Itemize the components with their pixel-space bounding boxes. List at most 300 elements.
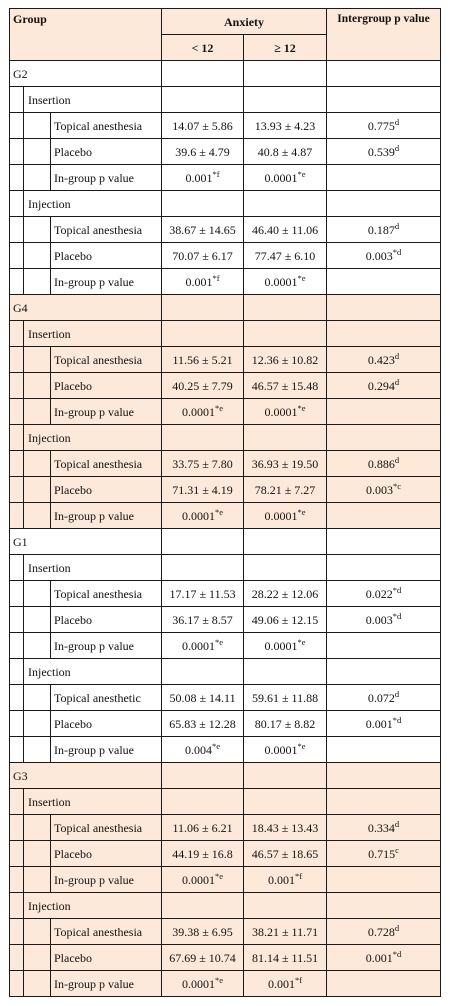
empty-cell: [162, 789, 244, 815]
table-row: [10, 243, 441, 269]
anxiety-lt-12-cell: [162, 373, 244, 399]
empty-cell: [24, 737, 51, 763]
row-label: In-group p value: [51, 269, 162, 295]
table-row: [10, 581, 441, 607]
anxiety-lt-12-cell-value: 17.17 ± 11.53: [169, 586, 236, 601]
intergroup-p-cell-superscript: *d: [392, 948, 402, 959]
header-ge-12: ≥ 12: [244, 35, 327, 61]
empty-cell: [327, 321, 441, 347]
anxiety-lt-12-cell-value: 40.25 ± 7.79: [172, 378, 233, 393]
empty-cell: [327, 61, 441, 87]
row-label: Placebo: [51, 243, 162, 269]
anxiety-lt-12-cell-value: 39.6 ± 4.79: [175, 144, 230, 159]
anxiety-ge-12-cell: [244, 373, 327, 399]
anxiety-ge-12-cell-value: 46.40 ± 11.06: [251, 222, 319, 237]
anxiety-lt-12-cell-value: 11.56 ± 5.21: [172, 352, 233, 367]
empty-cell: [327, 763, 441, 789]
anxiety-ge-12-cell: [244, 269, 327, 295]
anxiety-ge-12-cell-value: 12.36 ± 10.82: [251, 352, 319, 367]
empty-cell: [244, 659, 327, 685]
anxiety-lt-12-cell: [162, 113, 244, 139]
intergroup-p-cell: [327, 165, 441, 191]
section-row: [10, 789, 441, 815]
empty-cell: [24, 971, 51, 997]
intergroup-p-cell-value: 0.334: [367, 820, 395, 835]
anxiety-lt-12-cell: [162, 685, 244, 711]
intergroup-p-cell-superscript: d: [394, 350, 400, 361]
intergroup-p-cell-value: 0.001: [365, 716, 393, 731]
row-label: Placebo: [51, 373, 162, 399]
empty-cell: [10, 555, 24, 581]
intergroup-p-cell-value: 0.539: [367, 144, 395, 159]
anxiety-lt-12-cell: [162, 945, 244, 971]
empty-cell: [162, 529, 244, 555]
row-label: Topical anesthesia: [51, 113, 162, 139]
table-row: [10, 737, 441, 763]
table-body: [10, 61, 441, 997]
table-row: [10, 399, 441, 425]
table-row: [10, 607, 441, 633]
empty-cell: [24, 477, 51, 503]
intergroup-p-cell-superscript: c: [395, 844, 399, 855]
empty-cell: [10, 191, 24, 217]
empty-cell: [327, 893, 441, 919]
anxiety-lt-12-cell: [162, 581, 244, 607]
empty-cell: [244, 321, 327, 347]
anxiety-lt-12-cell: [162, 269, 244, 295]
intergroup-p-cell: [327, 607, 441, 633]
anxiety-ge-12-cell: [244, 919, 327, 945]
section-label: Insertion: [24, 321, 162, 347]
intergroup-p-cell-superscript: *c: [393, 480, 402, 491]
table-row: [10, 477, 441, 503]
anxiety-lt-12-cell-value: 65.83 ± 12.28: [169, 716, 236, 731]
anxiety-ge-12-cell-value: 46.57 ± 15.48: [251, 378, 319, 393]
empty-cell: [24, 451, 51, 477]
empty-cell: [24, 217, 51, 243]
row-label: Topical anesthesia: [51, 815, 162, 841]
section-label: Insertion: [24, 789, 162, 815]
empty-cell: [10, 659, 24, 685]
row-label: Topical anesthesia: [51, 347, 162, 373]
empty-cell: [10, 841, 24, 867]
anxiety-lt-12-cell-value: 38.67 ± 14.65: [169, 222, 236, 237]
intergroup-p-cell: [327, 685, 441, 711]
anxiety-lt-12-cell: [162, 217, 244, 243]
empty-cell: [162, 893, 244, 919]
intergroup-p-cell-superscript: d: [394, 922, 400, 933]
intergroup-p-cell-superscript: *d: [392, 610, 402, 621]
anxiety-lt-12-cell-superscript: *e: [215, 636, 224, 647]
anxiety-lt-12-cell-value: 36.17 ± 8.57: [172, 612, 233, 627]
table-row: [10, 633, 441, 659]
empty-cell: [10, 503, 24, 529]
table-row: [10, 451, 441, 477]
anxiety-ge-12-cell: [244, 971, 327, 997]
section-row: [10, 191, 441, 217]
anxiety-lt-12-cell: [162, 451, 244, 477]
empty-cell: [24, 607, 51, 633]
anxiety-lt-12-cell-value: 0.0001: [182, 404, 215, 419]
empty-cell: [10, 919, 24, 945]
empty-cell: [24, 867, 51, 893]
anxiety-lt-12-cell-value: 14.07 ± 5.86: [172, 118, 233, 133]
intergroup-p-cell: [327, 269, 441, 295]
intergroup-p-cell-value: 0.715: [368, 846, 396, 861]
row-label: Placebo: [51, 139, 162, 165]
header-group: Group: [10, 9, 162, 61]
intergroup-p-cell-value: 0.423: [367, 352, 395, 367]
row-label: In-group p value: [51, 971, 162, 997]
empty-cell: [244, 555, 327, 581]
anxiety-ge-12-cell-value: 0.0001: [264, 742, 298, 757]
intergroup-p-cell: [327, 243, 441, 269]
anxiety-ge-12-cell-superscript: *e: [297, 506, 306, 517]
empty-cell: [24, 841, 51, 867]
table-row: [10, 815, 441, 841]
anxiety-ge-12-cell: [244, 581, 327, 607]
intergroup-p-cell: [327, 503, 441, 529]
anxiety-lt-12-cell: [162, 607, 244, 633]
anxiety-lt-12-cell: [162, 867, 244, 893]
empty-cell: [10, 269, 24, 295]
table-row: [10, 217, 441, 243]
anxiety-lt-12-cell-value: 0.0001: [182, 872, 215, 887]
empty-cell: [244, 789, 327, 815]
anxiety-lt-12-cell: [162, 165, 244, 191]
anxiety-ge-12-cell: [244, 945, 327, 971]
empty-cell: [24, 399, 51, 425]
row-label: Placebo: [51, 607, 162, 633]
anxiety-ge-12-cell-value: 40.8 ± 4.87: [257, 144, 313, 159]
table-header: [10, 9, 441, 61]
anxiety-lt-12-cell-value: 33.75 ± 7.80: [172, 456, 233, 471]
intergroup-p-cell-superscript: d: [394, 142, 400, 153]
empty-cell: [24, 113, 51, 139]
anxiety-lt-12-cell-superscript: *e: [212, 740, 221, 751]
intergroup-p-cell: [327, 451, 441, 477]
section-label: Injection: [24, 191, 162, 217]
intergroup-p-cell: [327, 399, 441, 425]
group-row: [10, 529, 441, 555]
empty-cell: [10, 321, 24, 347]
anxiety-ge-12-cell-value: 0.001: [267, 976, 295, 991]
anxiety-lt-12-cell-value: 70.07 ± 6.17: [172, 248, 233, 263]
header-intergroup-p: Intergroup p value: [327, 9, 441, 61]
anxiety-lt-12-cell: [162, 139, 244, 165]
group-row: [10, 763, 441, 789]
section-row: [10, 659, 441, 685]
anxiety-lt-12-cell: [162, 347, 244, 373]
intergroup-p-cell: [327, 841, 441, 867]
intergroup-p-cell-superscript: *d: [392, 714, 402, 725]
table-row: [10, 373, 441, 399]
section-row: [10, 893, 441, 919]
intergroup-p-cell-superscript: *d: [392, 584, 402, 595]
row-label: Topical anesthesia: [51, 581, 162, 607]
empty-cell: [244, 529, 327, 555]
empty-cell: [24, 711, 51, 737]
anxiety-ge-12-cell: [244, 217, 327, 243]
anxiety-ge-12-cell-superscript: *e: [297, 740, 306, 751]
anxiety-ge-12-cell: [244, 477, 327, 503]
empty-cell: [244, 893, 327, 919]
row-label: In-group p value: [51, 165, 162, 191]
section-label: Injection: [24, 893, 162, 919]
row-label: Topical anesthetic: [51, 685, 162, 711]
anxiety-ge-12-cell-value: 13.93 ± 4.23: [254, 118, 316, 133]
anxiety-ge-12-cell-superscript: *e: [297, 636, 306, 647]
anxiety-lt-12-cell-superscript: *f: [212, 168, 220, 179]
section-label: Insertion: [24, 555, 162, 581]
empty-cell: [10, 217, 24, 243]
section-row: [10, 555, 441, 581]
table-row: [10, 971, 441, 997]
anxiety-ge-12-cell: [244, 113, 327, 139]
empty-cell: [327, 529, 441, 555]
intergroup-p-cell-value: 0.003: [365, 248, 393, 263]
header-anxiety: Anxiety: [162, 9, 327, 35]
anxiety-ge-12-cell: [244, 841, 327, 867]
intergroup-p-cell: [327, 373, 441, 399]
anxiety-lt-12-cell-value: 71.31 ± 4.19: [172, 482, 233, 497]
empty-cell: [162, 295, 244, 321]
empty-cell: [10, 399, 24, 425]
empty-cell: [162, 659, 244, 685]
anxiety-ge-12-cell: [244, 815, 327, 841]
anxiety-ge-12-cell-superscript: *f: [294, 974, 303, 985]
anxiety-ge-12-cell-value: 0.0001: [264, 404, 298, 419]
anxiety-ge-12-cell: [244, 399, 327, 425]
empty-cell: [244, 763, 327, 789]
empty-cell: [24, 373, 51, 399]
anxiety-lt-12-cell-superscript: *e: [215, 870, 224, 881]
empty-cell: [10, 867, 24, 893]
anxiety-lt-12-cell-value: 0.0001: [182, 976, 215, 991]
table-row: [10, 503, 441, 529]
anxiety-ge-12-cell: [244, 347, 327, 373]
anxiety-lt-12-cell-value: 0.001: [185, 170, 213, 185]
intergroup-p-cell: [327, 867, 441, 893]
empty-cell: [10, 711, 24, 737]
group-row: [10, 295, 441, 321]
empty-cell: [244, 425, 327, 451]
anxiety-lt-12-cell: [162, 737, 244, 763]
anxiety-ge-12-cell-value: 49.06 ± 12.15: [251, 612, 319, 627]
intergroup-p-cell: [327, 139, 441, 165]
intergroup-p-cell: [327, 113, 441, 139]
empty-cell: [327, 789, 441, 815]
empty-cell: [24, 165, 51, 191]
intergroup-p-cell: [327, 711, 441, 737]
empty-cell: [162, 87, 244, 113]
table-row: [10, 841, 441, 867]
empty-cell: [24, 243, 51, 269]
section-label: Insertion: [24, 87, 162, 113]
group-label: G3: [10, 763, 162, 789]
intergroup-p-cell-value: 0.003: [366, 482, 393, 497]
row-label: In-group p value: [51, 867, 162, 893]
anxiety-ge-12-cell: [244, 503, 327, 529]
intergroup-p-cell-superscript: *d: [392, 246, 402, 257]
anxiety-ge-12-cell-superscript: *e: [297, 402, 306, 413]
anxiety-lt-12-cell: [162, 243, 244, 269]
anxiety-ge-12-cell: [244, 243, 327, 269]
empty-cell: [24, 581, 51, 607]
anxiety-ge-12-cell-superscript: *e: [297, 272, 306, 283]
empty-cell: [162, 425, 244, 451]
empty-cell: [10, 893, 24, 919]
anxiety-ge-12-cell-value: 59.61 ± 11.88: [251, 690, 319, 705]
anxiety-ge-12-cell-value: 78.21 ± 7.27: [254, 482, 316, 497]
row-label: In-group p value: [51, 737, 162, 763]
intergroup-p-cell: [327, 581, 441, 607]
empty-cell: [24, 815, 51, 841]
intergroup-p-cell: [327, 217, 441, 243]
intergroup-p-cell: [327, 971, 441, 997]
anxiety-ge-12-cell-superscript: *e: [297, 168, 306, 179]
anxiety-ge-12-cell-value: 77.47 ± 6.10: [254, 248, 316, 263]
intergroup-p-cell-value: 0.728: [367, 924, 395, 939]
anxiety-ge-12-cell: [244, 139, 327, 165]
anxiety-ge-12-cell-value: 0.0001: [264, 638, 298, 653]
anxiety-ge-12-cell: [244, 711, 327, 737]
empty-cell: [10, 347, 24, 373]
row-label: In-group p value: [51, 503, 162, 529]
group-label: G1: [10, 529, 162, 555]
empty-cell: [162, 191, 244, 217]
anxiety-lt-12-cell: [162, 503, 244, 529]
table-row: [10, 269, 441, 295]
group-row: [10, 61, 441, 87]
table-row: [10, 139, 441, 165]
empty-cell: [162, 763, 244, 789]
anxiety-lt-12-cell-superscript: *f: [212, 272, 220, 283]
table-row: [10, 113, 441, 139]
anxiety-ge-12-cell-value: 28.22 ± 12.06: [251, 586, 319, 601]
anxiety-lt-12-cell: [162, 841, 244, 867]
row-label: Placebo: [51, 841, 162, 867]
intergroup-p-cell: [327, 945, 441, 971]
intergroup-p-cell-value: 0.001: [365, 950, 393, 965]
anxiety-lt-12-cell: [162, 633, 244, 659]
intergroup-p-cell-value: 0.187: [367, 222, 395, 237]
empty-cell: [10, 789, 24, 815]
empty-cell: [10, 607, 24, 633]
table-row: [10, 711, 441, 737]
section-label: Injection: [24, 425, 162, 451]
anxiety-lt-12-cell: [162, 399, 244, 425]
anxiety-lt-12-cell: [162, 711, 244, 737]
intergroup-p-cell: [327, 477, 441, 503]
intergroup-p-cell: [327, 919, 441, 945]
intergroup-p-cell-value: 0.775: [367, 118, 395, 133]
anxiety-ge-12-cell: [244, 685, 327, 711]
empty-cell: [327, 191, 441, 217]
anxiety-ge-12-cell-value: 38.21 ± 11.71: [251, 924, 319, 939]
intergroup-p-cell: [327, 737, 441, 763]
row-label: In-group p value: [51, 399, 162, 425]
anxiety-lt-12-cell: [162, 477, 244, 503]
empty-cell: [10, 477, 24, 503]
empty-cell: [10, 451, 24, 477]
table-row: [10, 685, 441, 711]
empty-cell: [162, 61, 244, 87]
row-label: Placebo: [51, 477, 162, 503]
anxiety-lt-12-cell-value: 67.69 ± 10.74: [169, 950, 236, 965]
header-lt-12: < 12: [162, 35, 244, 61]
empty-cell: [24, 633, 51, 659]
anxiety-lt-12-cell-superscript: *e: [215, 974, 224, 985]
group-label: G4: [10, 295, 162, 321]
empty-cell: [327, 295, 441, 321]
empty-cell: [327, 555, 441, 581]
anxiety-ge-12-cell-value: 18.43 ± 13.43: [251, 820, 319, 835]
intergroup-p-cell-value: 0.072: [367, 690, 395, 705]
intergroup-p-cell-superscript: d: [394, 116, 400, 127]
empty-cell: [244, 61, 327, 87]
empty-cell: [244, 295, 327, 321]
anxiety-ge-12-cell: [244, 737, 327, 763]
empty-cell: [162, 555, 244, 581]
empty-cell: [10, 243, 24, 269]
anxiety-ge-12-cell: [244, 867, 327, 893]
intergroup-p-cell-superscript: d: [394, 376, 400, 387]
table-row: [10, 165, 441, 191]
empty-cell: [244, 87, 327, 113]
intergroup-p-cell-superscript: d: [394, 220, 400, 231]
empty-cell: [10, 139, 24, 165]
intergroup-p-cell-value: 0.022: [365, 586, 393, 601]
empty-cell: [24, 503, 51, 529]
empty-cell: [10, 815, 24, 841]
section-row: [10, 425, 441, 451]
anxiety-ge-12-cell: [244, 451, 327, 477]
anxiety-ge-12-cell-value: 0.0001: [264, 274, 298, 289]
empty-cell: [24, 269, 51, 295]
empty-cell: [10, 87, 24, 113]
empty-cell: [10, 737, 24, 763]
table-row: [10, 945, 441, 971]
empty-cell: [10, 945, 24, 971]
row-label: Placebo: [51, 945, 162, 971]
intergroup-p-cell-value: 0.003: [365, 612, 393, 627]
section-row: [10, 87, 441, 113]
empty-cell: [327, 87, 441, 113]
anxiety-ge-12-cell-value: 0.0001: [264, 508, 298, 523]
table-row: [10, 347, 441, 373]
anxiety-lt-12-cell-value: 0.001: [185, 274, 213, 289]
anxiety-ge-12-cell: [244, 165, 327, 191]
anxiety-ge-12-cell-value: 46.57 ± 18.65: [251, 846, 319, 861]
row-label: Topical anesthesia: [51, 451, 162, 477]
intergroup-p-cell: [327, 347, 441, 373]
empty-cell: [10, 425, 24, 451]
row-label: Topical anesthesia: [51, 919, 162, 945]
anxiety-lt-12-cell: [162, 919, 244, 945]
anxiety-lt-12-cell: [162, 815, 244, 841]
intergroup-p-cell-superscript: d: [394, 688, 400, 699]
empty-cell: [162, 321, 244, 347]
anxiety-lt-12-cell: [162, 971, 244, 997]
intergroup-p-cell-superscript: d: [394, 818, 400, 829]
anxiety-lt-12-cell-value: 44.19 ± 16.8: [172, 846, 233, 861]
anxiety-lt-12-cell-value: 0.0001: [182, 638, 215, 653]
row-label: In-group p value: [51, 633, 162, 659]
section-row: [10, 321, 441, 347]
anxiety-table: [9, 8, 441, 997]
empty-cell: [24, 139, 51, 165]
